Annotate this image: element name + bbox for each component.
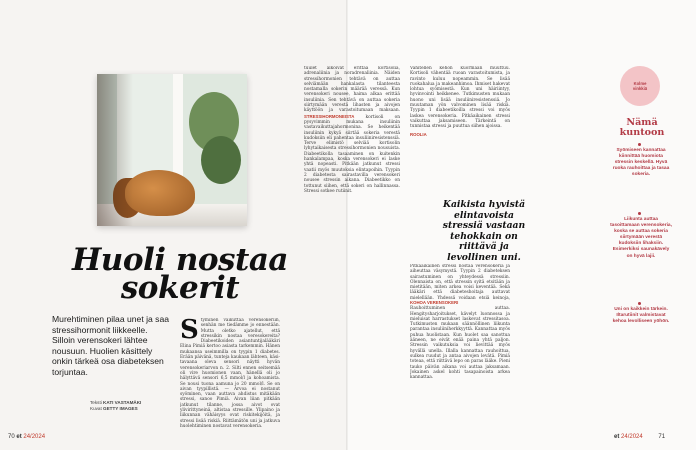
photo-shadow xyxy=(97,74,133,226)
headline-line-2: sokerit xyxy=(120,270,240,306)
tip-2: Liikunta auttaa tasoittamaan verensokeria, koska se auttaa sokeria siirtymään verestä kudoksiin lihaksiin. Esimerkiksi saunakävely on hyvä lajii. xyxy=(610,217,672,259)
tip-bullet-1 xyxy=(638,143,641,146)
page-number-right: 71 xyxy=(658,434,666,440)
body-column-3b xyxy=(410,264,510,300)
headline-line-1: Huoli nostaa xyxy=(71,242,288,278)
body-column-4 xyxy=(410,300,510,428)
tip-bullet-2 xyxy=(638,212,641,215)
page-number: 70 xyxy=(8,434,15,440)
tips-badge xyxy=(620,66,660,106)
badge-line-2: vinkkiä xyxy=(632,86,648,91)
tip-1: Syömiseen kannattaa kiinnittää huomiota stressin keskellä. Hyvä ruoka rauhoittaa ja tasaa sokeria. xyxy=(612,148,670,178)
plant-foliage-lower xyxy=(201,136,241,184)
body-text-col-3: Vähitellen kehon kuormaan muuttuu. Kortisoli vähentää ruoan varastoitumista, ja ravinto kuluu nopeammin. Se lisää ruokahalua ja makeanhimoa. Ihmiset hakevat lohtua syömisestä. Kun uni häiriintyy, hyvinvointi heikkenee. Tutkimusten mukaan huono uni lisää insuliiniresistenssiä. Jo muutaman yön valvominen lisää riskiä. Tyypin 1 diabeetikoilla stressi voi myös laskea verensokeria. Pitkäaikainen stressi vaikuttaa jaksamiseen. Tärkeintä on tunnistaa stressi ja puuttua siihen ajoissa. xyxy=(410,66,510,130)
drop-cap: S xyxy=(180,318,199,345)
dog-window-photo xyxy=(97,74,247,226)
dog-head xyxy=(125,170,195,216)
subhead-2-paragraph xyxy=(410,132,510,138)
subhead-3: KOHOA VERENSOKERI xyxy=(410,300,459,305)
sidebar-title-line-2: kuntoon xyxy=(619,127,665,138)
credit-photo-name: GETTY IMAGES xyxy=(103,405,138,411)
right-folio xyxy=(614,434,665,440)
body-text-col-1: tyminen vaikuttaa verensokeriin, senhän me tiedämme jo ennestään. Mutta oletko ajatellut, että stressikin nostaa veresokereita? Diabeetikoiden asiantuntijalääkäri Elina Pimiä kertoo asiasta tarkemmin. Hänen mukaansa useimmilla on tyypin 1 diabetes. Erään päivänä, tunteja kaukaan lähteen, käsitavaana oleva sensori näytti hyvän verensokeriarvon n. 2. Silti ennen seitsemää oli vire huomionen vaan, hänellä oli jo hälyttävä sensori 6,5 mmol/l ja kohoamista. Se nousi tuona aamuna jo 20 mmol/l. Se on aivan tyypillistä. — Arvoa ei nostanut syöminen, vaan auttava ahdistus mitäkään stressi, sanoo Pimiä. Aivan liian pitkään jatkunut tilanne, jossa aivot ovat ylivirittyneinä, altistaa stressille. Ylipaino ja liikunnan vähäisyys ovat riskitekijöitä, ja stressi lisää riskiä. Riittämätön uni ja jatkuva huolehtiminen nostavat verensokeria. xyxy=(180,318,280,429)
credit-text-name: KATI VASTAMÄKI xyxy=(103,400,142,405)
subhead-1: STRESSIHORMONEISTA xyxy=(304,113,355,119)
body-text-col-2: tuulet alkoivat erittää kortisolia, adrenaliinia ja noradrenaliinia. Näiden stressihormonien tehtävä on auttaa selviämään hankalasta tilanteesta nostamalla sokerin määrää veressä. Kun verensokeri nousee, haima alkaa erittää insuliinia. Sen tehtävä on auttaa sokeria siirtymään verestä lihasten ja aivojen käyttöön ja varastoitumaan maksaan. STRESSIHORMONEISTA kortisoli on pysyvimmin mukana insuliinin vastavaikuttajahormonina. Se heikentää insuliinin kykyä siirtää sokeria verestä kudoksiin eli pahentaa insuliiniresistenssiä. Terve elimistö selviää kortisolin lyhytaikaisesta stressihormonien nousuista. Diabeetikolla tasaaminen on kuitenkin hankalampaa, koska verensokeri ei laske yhtä nopeasti. Pitkään jatkunut stressi vaatii myös muutoksia elintapoihin. Tyypin 2 diabetesta sairastavilla verensokeri nousee stressin aikana. Diabeetikko on tottunut siihen, että sokeri on hallinnassa. Stressi sotkee rutiinit. xyxy=(304,66,400,194)
credits xyxy=(90,400,180,411)
subhead-2: ROOLIA xyxy=(410,131,427,137)
sidebar-title-line-1: Nämä xyxy=(626,117,658,128)
magazine-name-right: et xyxy=(614,434,620,440)
credit-photo-label: Kuvat xyxy=(90,405,102,411)
body-column-3 xyxy=(410,66,510,196)
article-headline xyxy=(50,242,310,306)
credit-text-label: Teksti xyxy=(90,400,102,405)
issue-number: 24/2024 xyxy=(23,434,46,440)
tip-bullet-3 xyxy=(638,302,641,305)
magazine-name: et xyxy=(16,434,22,440)
body-column-2 xyxy=(304,66,400,426)
pull-quote: Kaikista hyvistä elintavoista stressiä vastaan tehokkain on riittävä ja levollinen uni. xyxy=(442,199,526,263)
issue-number-right: 24/2024 xyxy=(621,434,643,440)
body-text-col-3b: Pitkäaikainen stressi nostaa verensokeria ja aiheuttaa väsymystä. Tyypin 2 diabeteksen sairastuminen on yhteydessä stressiin. Olennaista on, että stressin syitä etsitään ja mietitään, miten arkea voisi keventää. Sekä lääkäri että diabeteshoitaja auttavat mielellään. Yhdessä voidaan etsiä keinoja, xyxy=(410,264,510,300)
badge-line-1: Kolme xyxy=(633,81,647,86)
body-column-1 xyxy=(180,318,280,430)
subhead-1-holder xyxy=(304,60,305,61)
sidebar-title xyxy=(612,118,672,138)
intro-paragraph: Murehtiminen pilaa unet ja saa stressihormonit liikkeelle. Silloin verensokeri lähtee nousuun. Huolien käsittely onkin tärkeä osa diabeteksen torjuntaa. xyxy=(52,314,170,377)
left-folio xyxy=(8,434,45,440)
tip-3: Uni on kaikkein tärkein. Iltarutiinit valmistavat kehoa levolliseen yöhön. xyxy=(612,307,670,325)
body-text-col-4: Rauhoittuminen auttaa. Hengitysharjoitukset, kävelyt luonnossa ja mieluisat harrastukset laskevat stressitasoa. Tutkimusten mukaan säännöllinen liikunta parantaa insuliiniherkkyyttä. Kannattaa myös puhua huolistaan. Kun huolet saa sanottua ääneen, ne eivät enää paina yhtä paljon. Stressin vaikutuksia voi lievittää myös hyvällä unella. Illalla kannattaa rauhoittua, sulkea ruudut ja antaa aivojen levätä. Pimiä toteaa, että riittävä lepo on paras lääke. Pieni tauko päivän aikana voi auttaa jaksamaan. Jokainen askel kohti tasapainoista arkea kannattaa. xyxy=(410,306,510,381)
